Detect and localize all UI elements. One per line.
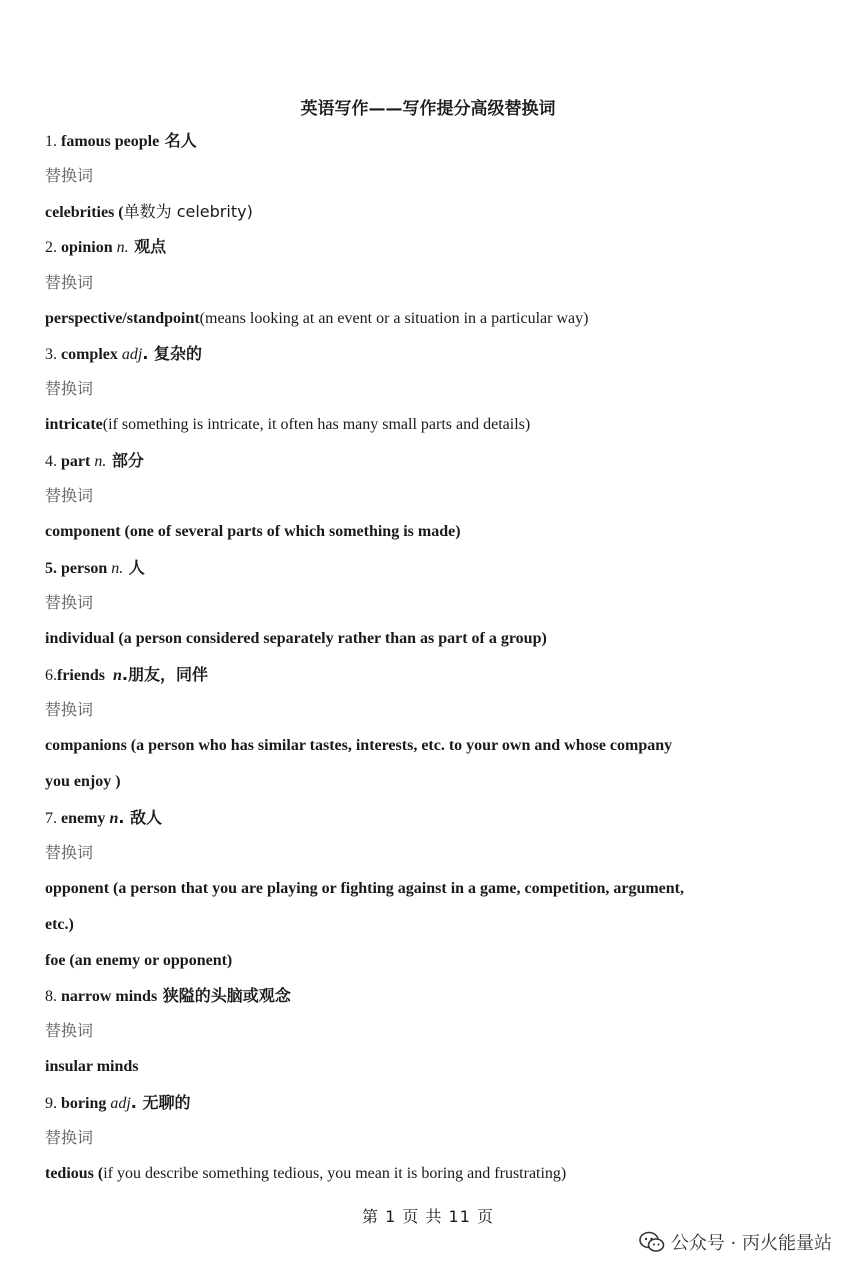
replace-label: 替换词 <box>45 486 94 505</box>
watermark-text: 公众号 · 丙火能量站 <box>670 1233 832 1254</box>
synonym-line: you enjoy ) <box>45 773 121 790</box>
synonym-line: component (one of several parts of which something is made) <box>45 523 461 540</box>
replace-label: 替换词 <box>45 166 94 185</box>
synonym-line: perspective/standpoint(means looking at an event or a situation in a particular way) <box>45 310 589 327</box>
synonym-line: companions (a person who has similar tastes, interests, etc. to your own and whose company <box>45 737 673 754</box>
wechat-icon <box>639 1231 665 1253</box>
watermark <box>639 1229 832 1255</box>
synonym-line: etc.) <box>45 916 74 933</box>
synonym-line: insular minds <box>45 1058 139 1075</box>
synonym-line: tedious (if you describe something tedious, you mean it is boring and frustrating) <box>45 1165 567 1182</box>
entry-heading: 3. complex adj. 复杂的 <box>45 344 202 363</box>
replace-label: 替换词 <box>45 593 94 612</box>
synonym-line: foe (an enemy or opponent) <box>45 952 233 969</box>
replace-label: 替换词 <box>45 1021 94 1040</box>
synonym-line: opponent (a person that you are playing or fighting against in a game, competition, argument, <box>45 880 684 897</box>
synonym-line: intricate(if something is intricate, it often has many small parts and details) <box>45 416 531 433</box>
entry-heading: 5. person n. 人 <box>45 558 145 577</box>
entry-heading: 6.friends n.朋友，同伴 <box>45 665 208 684</box>
synonym-line: celebrities (单数为 celebrity) <box>45 202 253 221</box>
entry-heading: 7. enemy n. 敌人 <box>45 808 162 827</box>
entry-heading: 4. part n. 部分 <box>45 451 144 470</box>
replace-label: 替换词 <box>45 379 94 398</box>
replace-label: 替换词 <box>45 1128 94 1147</box>
replace-label: 替换词 <box>45 700 94 719</box>
entry-heading: 9. boring adj. 无聊的 <box>45 1093 191 1112</box>
entry-heading: 2. opinion n. 观点 <box>45 237 167 256</box>
entry-heading: 8. narrow minds 狭隘的头脑或观念 <box>45 986 291 1005</box>
replace-label: 替换词 <box>45 273 94 292</box>
replace-label: 替换词 <box>45 843 94 862</box>
entry-heading: 1. famous people 名人 <box>45 131 197 150</box>
page-footer: 第 1 页 共 11 页 <box>362 1207 494 1226</box>
page-title: 英语写作——写作提分高级替换词 <box>300 99 556 119</box>
synonym-line: individual (a person considered separately rather than as part of a group) <box>45 630 547 647</box>
